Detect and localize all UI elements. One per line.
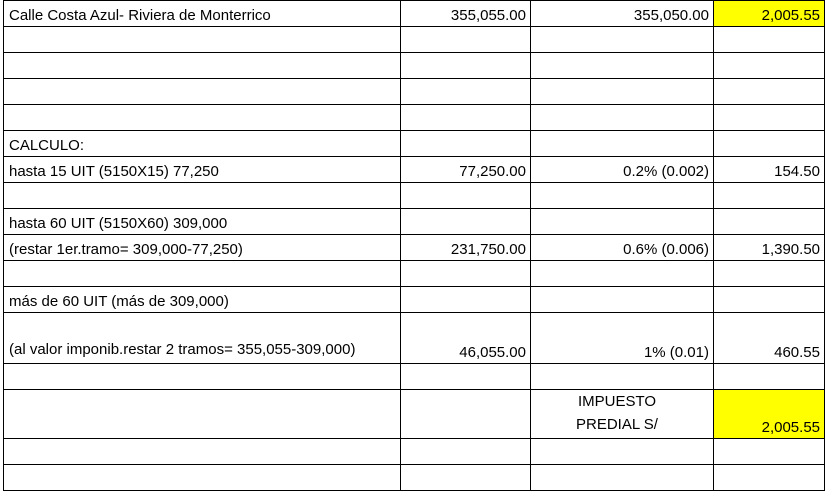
empty-cell[interactable] bbox=[4, 27, 401, 53]
tier-description-cell[interactable]: más de 60 UIT (más de 309,000) bbox=[4, 287, 401, 313]
table-row bbox=[4, 313, 825, 364]
table-row bbox=[4, 364, 825, 390]
empty-cell[interactable] bbox=[531, 261, 714, 287]
table-row bbox=[4, 287, 825, 313]
table-row bbox=[4, 1, 825, 27]
table-row bbox=[4, 79, 825, 105]
empty-cell[interactable] bbox=[531, 79, 714, 105]
empty-cell[interactable] bbox=[531, 53, 714, 79]
empty-cell[interactable] bbox=[714, 465, 825, 491]
table-row bbox=[4, 261, 825, 287]
highlighted-total-cell[interactable]: 2,005.55 bbox=[714, 1, 825, 27]
highlighted-total-cell[interactable]: 2,005.55 bbox=[714, 390, 825, 439]
table-row bbox=[4, 131, 825, 157]
tier-rate-cell[interactable]: 1% (0.01) bbox=[531, 313, 714, 364]
empty-cell[interactable] bbox=[714, 209, 825, 235]
empty-cell[interactable] bbox=[531, 131, 714, 157]
empty-cell[interactable] bbox=[714, 105, 825, 131]
empty-cell[interactable] bbox=[401, 261, 531, 287]
tier-description-cell[interactable]: hasta 15 UIT (5150X15) 77,250 bbox=[4, 157, 401, 183]
empty-cell[interactable] bbox=[714, 261, 825, 287]
table-row bbox=[4, 53, 825, 79]
empty-cell[interactable] bbox=[531, 27, 714, 53]
empty-cell[interactable] bbox=[4, 439, 401, 465]
empty-cell[interactable] bbox=[714, 53, 825, 79]
empty-cell[interactable] bbox=[401, 287, 531, 313]
empty-cell[interactable] bbox=[531, 105, 714, 131]
tier-rate-cell[interactable]: 0.2% (0.002) bbox=[531, 157, 714, 183]
table-row bbox=[4, 235, 825, 261]
tier-base-cell[interactable]: 77,250.00 bbox=[401, 157, 531, 183]
empty-cell[interactable] bbox=[401, 53, 531, 79]
table-row bbox=[4, 105, 825, 131]
empty-cell[interactable] bbox=[714, 27, 825, 53]
table-row bbox=[4, 439, 825, 465]
empty-cell[interactable] bbox=[531, 465, 714, 491]
empty-cell[interactable] bbox=[4, 364, 401, 390]
empty-cell[interactable] bbox=[531, 209, 714, 235]
tier-base-cell[interactable]: 231,750.00 bbox=[401, 235, 531, 261]
empty-cell[interactable] bbox=[401, 27, 531, 53]
empty-cell[interactable] bbox=[401, 209, 531, 235]
tier-description-cell[interactable]: hasta 60 UIT (5150X60) 309,000 bbox=[4, 209, 401, 235]
empty-cell[interactable] bbox=[4, 183, 401, 209]
empty-cell[interactable] bbox=[531, 364, 714, 390]
address-cell[interactable]: Calle Costa Azul- Riviera de Monterrico bbox=[4, 1, 401, 27]
empty-cell[interactable] bbox=[401, 364, 531, 390]
empty-cell[interactable] bbox=[401, 183, 531, 209]
empty-cell[interactable] bbox=[531, 439, 714, 465]
empty-cell[interactable] bbox=[4, 465, 401, 491]
empty-cell[interactable] bbox=[401, 105, 531, 131]
tier-description-cell[interactable]: (al valor imponib.restar 2 tramos= 355,055-309,000) bbox=[4, 313, 401, 364]
table-row bbox=[4, 390, 825, 439]
empty-cell[interactable] bbox=[401, 79, 531, 105]
section-label-cell[interactable]: CALCULO: bbox=[4, 131, 401, 157]
tier-amount-cell[interactable]: 460.55 bbox=[714, 313, 825, 364]
empty-cell[interactable] bbox=[714, 79, 825, 105]
tier-amount-cell[interactable]: 1,390.50 bbox=[714, 235, 825, 261]
tier-rate-cell[interactable]: 0.6% (0.006) bbox=[531, 235, 714, 261]
empty-cell[interactable] bbox=[401, 390, 531, 439]
empty-cell[interactable] bbox=[714, 287, 825, 313]
tier-description-cell[interactable]: (restar 1er.tramo= 309,000-77,250) bbox=[4, 235, 401, 261]
empty-cell[interactable] bbox=[531, 287, 714, 313]
value-cell[interactable]: 355,050.00 bbox=[531, 1, 714, 27]
table-row bbox=[4, 27, 825, 53]
empty-cell[interactable] bbox=[714, 131, 825, 157]
table-row bbox=[4, 209, 825, 235]
empty-cell[interactable] bbox=[401, 131, 531, 157]
table-row bbox=[4, 183, 825, 209]
table-row bbox=[4, 157, 825, 183]
empty-cell[interactable] bbox=[401, 465, 531, 491]
tier-amount-cell[interactable]: 154.50 bbox=[714, 157, 825, 183]
empty-cell[interactable] bbox=[401, 439, 531, 465]
empty-cell[interactable] bbox=[714, 364, 825, 390]
empty-cell[interactable] bbox=[531, 183, 714, 209]
tier-base-cell[interactable]: 46,055.00 bbox=[401, 313, 531, 364]
total-label-cell[interactable]: IMPUESTO PREDIAL S/ bbox=[531, 390, 714, 439]
empty-cell[interactable] bbox=[4, 105, 401, 131]
empty-cell[interactable] bbox=[714, 183, 825, 209]
spreadsheet-table bbox=[3, 0, 825, 491]
value-cell[interactable]: 355,055.00 bbox=[401, 1, 531, 27]
empty-cell[interactable] bbox=[4, 261, 401, 287]
table-row bbox=[4, 465, 825, 491]
empty-cell[interactable] bbox=[4, 390, 401, 439]
empty-cell[interactable] bbox=[4, 79, 401, 105]
empty-cell[interactable] bbox=[4, 53, 401, 79]
empty-cell[interactable] bbox=[714, 439, 825, 465]
